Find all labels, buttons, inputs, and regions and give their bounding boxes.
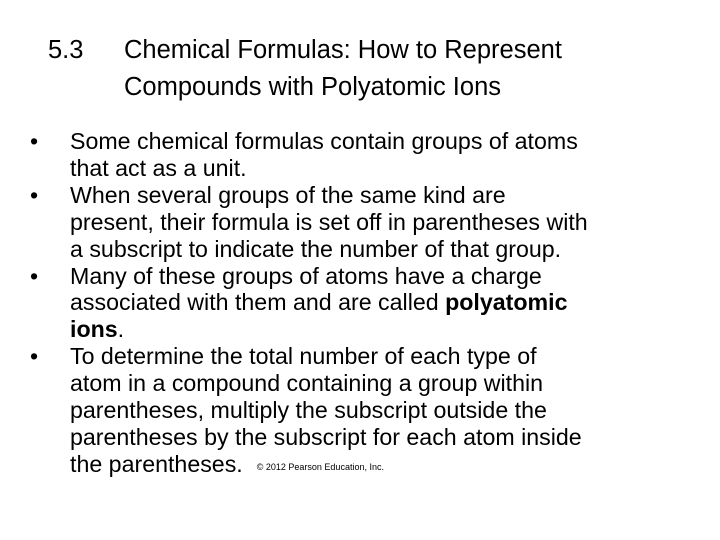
bullet-4-last-text: the parentheses. [70, 450, 243, 477]
bullet-3-text: associated with them and are called [70, 289, 446, 316]
bullet-marker: • [29, 343, 39, 370]
bullet-item-2 [24, 182, 694, 263]
bullet-1-line-2: that act as a unit. [70, 154, 247, 181]
bullet-3-line-2 [70, 289, 694, 316]
bullet-3-line-1: Many of these groups of atoms have a charge [70, 262, 542, 289]
bullet-item-1 [24, 128, 694, 182]
bullet-2-line-2: present, their formula is set off in parentheses with [70, 208, 588, 235]
bullet-4-line-1: To determine the total number of each type of [70, 343, 537, 370]
title-line-1 [48, 32, 708, 69]
section-number: 5.3 [48, 36, 84, 64]
bullet-4-line-3: parentheses, multiply the subscript outside the [70, 397, 547, 424]
slide-title [48, 32, 708, 106]
bullet-4-line-5 [70, 451, 694, 478]
bullet-1-line-1: Some chemical formulas contain groups of atoms [70, 128, 578, 154]
bullet-4-line-4: parentheses by the subscript for each atom inside [70, 423, 582, 450]
bullet-3-period: . [117, 316, 125, 343]
bullet-item-4 [24, 343, 694, 478]
copyright-notice: © 2012 Pearson Education, Inc. [256, 461, 384, 472]
bullet-2-line-1: When several groups of the same kind are [70, 181, 506, 208]
bullet-item-3 [24, 263, 694, 344]
bullet-4-line-2: atom in a compound containing a group within [70, 370, 544, 397]
bullet-3-line-3 [70, 316, 694, 343]
bullet-marker: • [29, 181, 39, 208]
bullet-list [24, 128, 694, 478]
bullet-marker: • [29, 128, 39, 154]
term-polyatomic: polyatomic [445, 289, 568, 316]
bullet-marker: • [29, 262, 39, 289]
title-line-2: Compounds with Polyatomic Ions [124, 73, 502, 101]
bullet-2-line-3: a subscript to indicate the number of that group. [70, 235, 562, 262]
title-text-1: Chemical Formulas: How to Represent [124, 36, 562, 64]
term-ions: ions [70, 316, 118, 343]
